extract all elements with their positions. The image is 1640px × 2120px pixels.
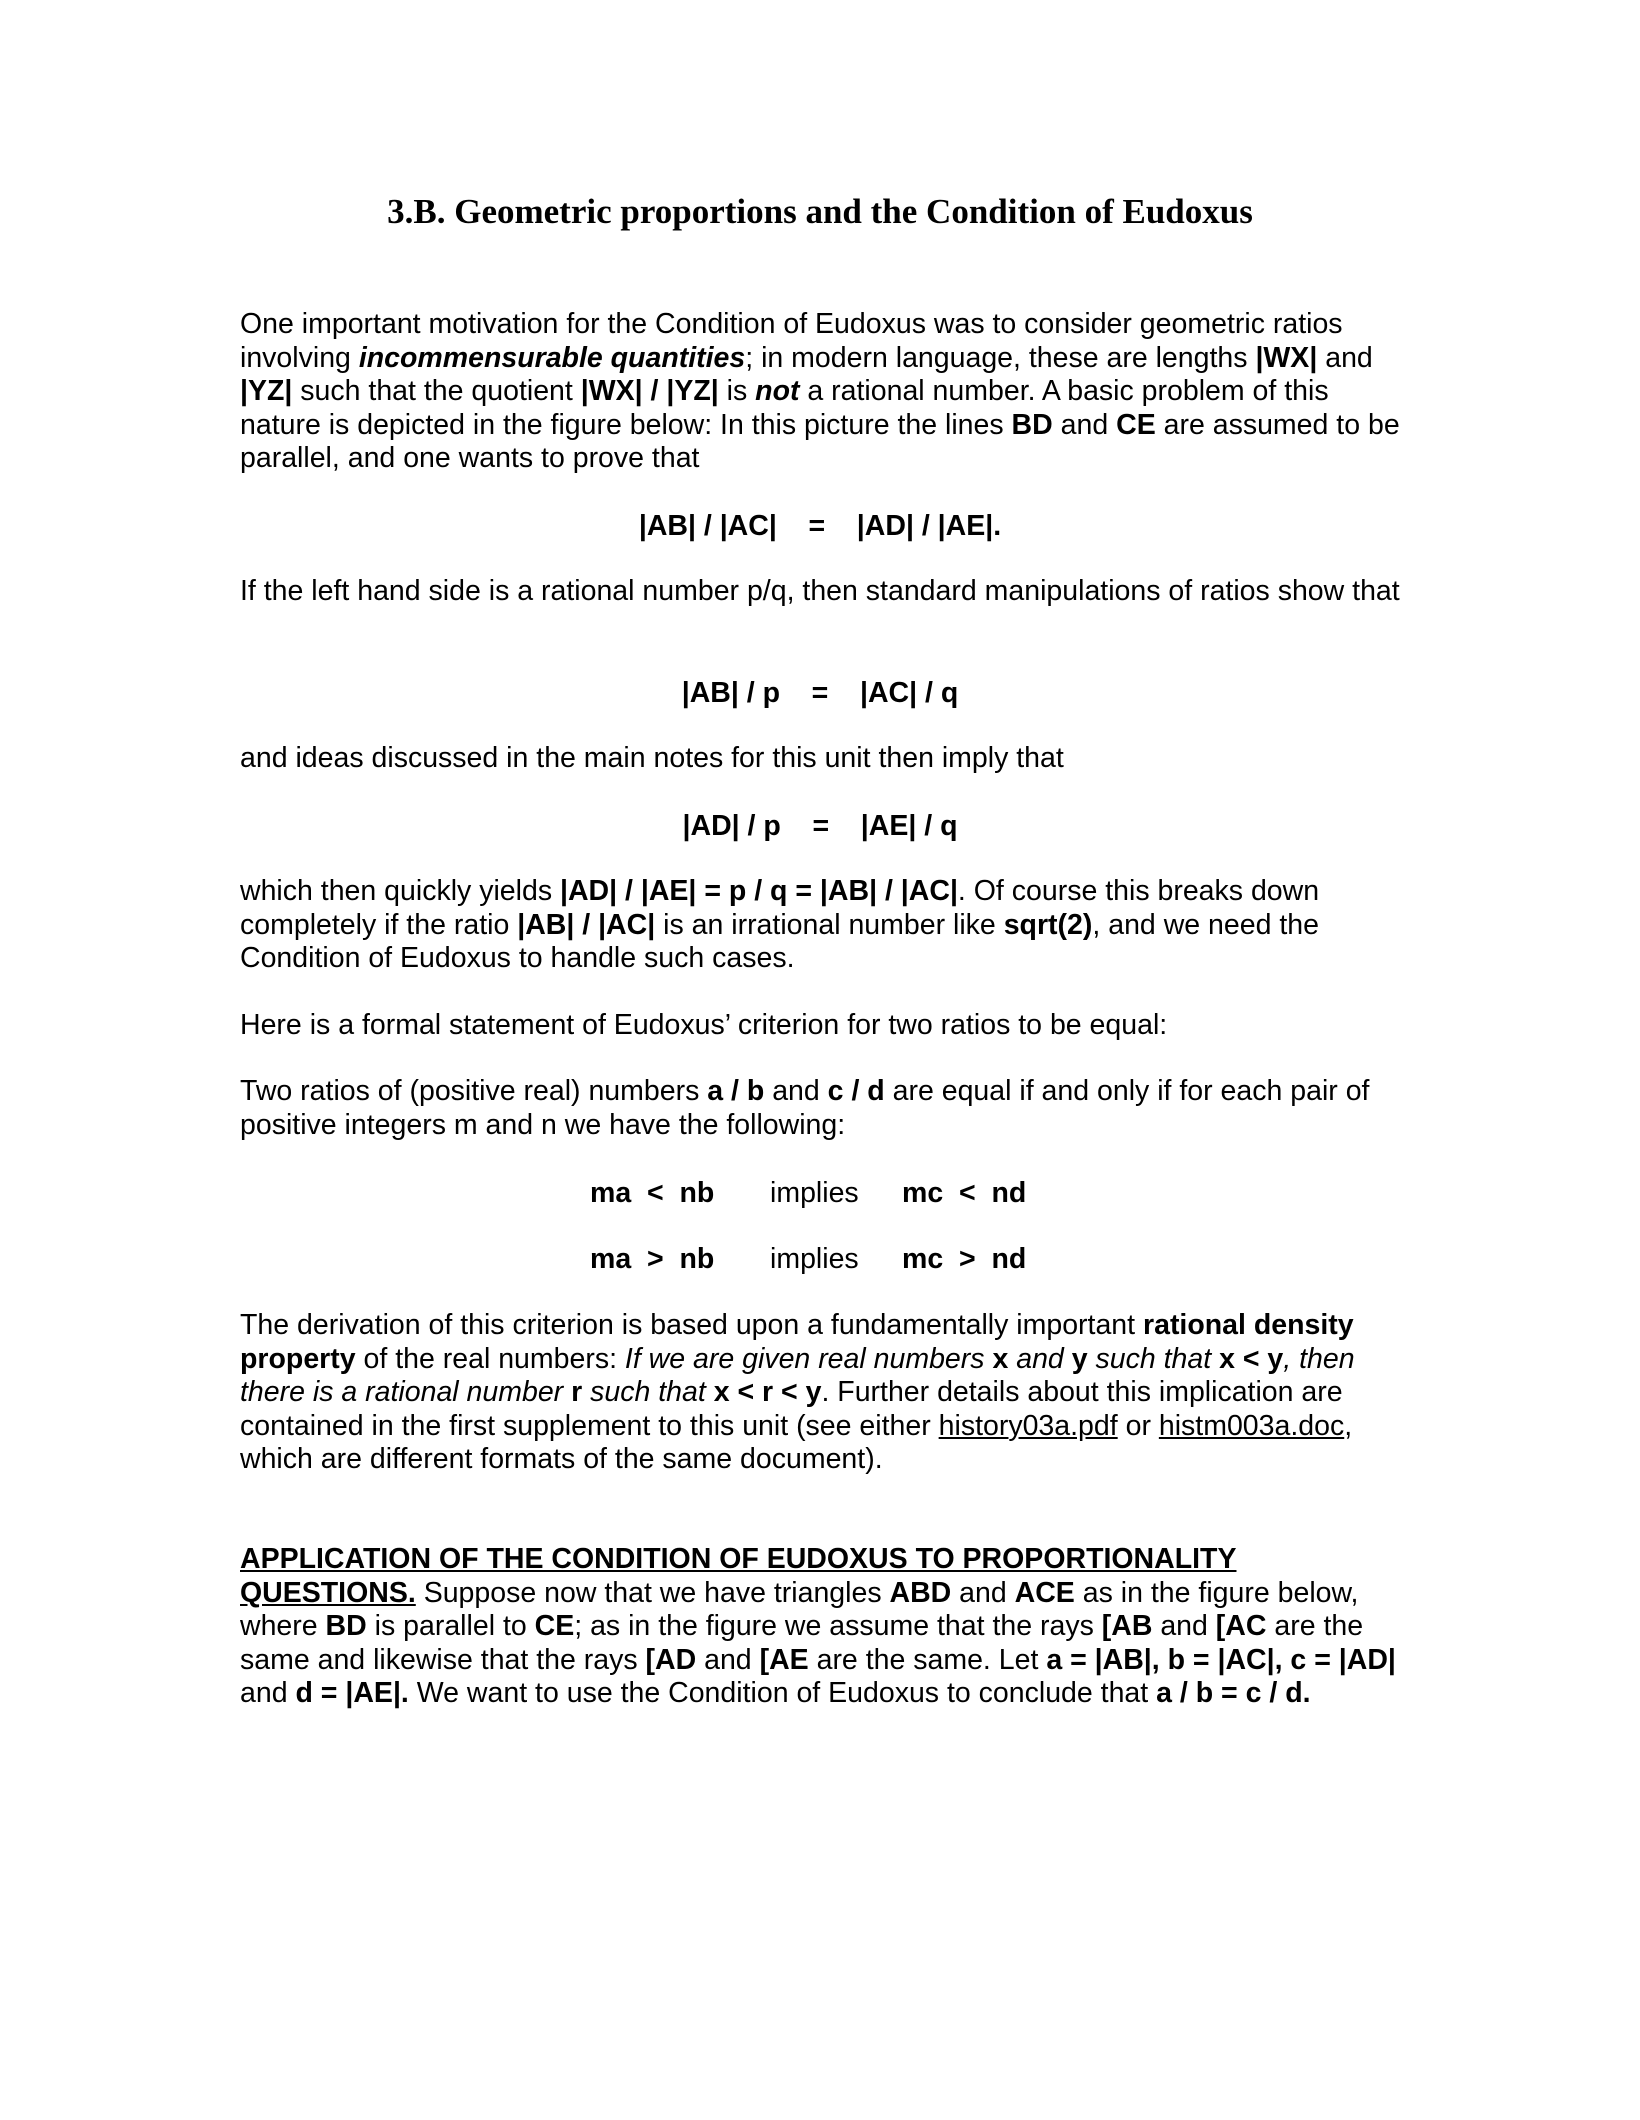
equation-ab-over-p: |AB| / p = |AC| / q: [681, 677, 959, 709]
paragraph-application: APPLICATION OF THE CONDITION OF EUDOXUS TO PROPORTIONALITY QUESTIONS. Suppose now that we have triangles ABD and ACE as in the figure below, where BD is parallel to CE; as in the figure we assume that the rays [AB and [AC are the same and likewise that the rays [AD and [AE are the same. Let a = |AB|, b = |AC|, c = |AD| and d = |AE|. We want to use the Condition of Eudoxus to conclude that a / b = c / d.: [240, 1543, 1396, 1709]
paragraph-main-notes: and ideas discussed in the main notes for this unit then imply that: [240, 742, 1064, 774]
paragraph-irrational-case: which then quickly yields |AD| / |AE| = p / q = |AB| / |AC|. Of course this breaks down completely if the ratio |AB| / |AC| is an irrational number like sqrt(2), and we need the Condition of Eudoxus to handle such cases.: [240, 875, 1320, 974]
document-page: 3.B. Geometric proportions and the Condition of Eudoxus One important motivation for the Condition of Eudoxus was to consider geometric ratios involving incommensurable quantities; in modern language, these are lengths |WX| and |YZ| such that the quotient |WX| / |YZ| is not a rational number. A basic problem of this nature is depicted in the figure below: In this picture the lines BD and CE are assumed to be parallel, and one wants to prove that |AB| / |AC| = |AD| / |AE|. If the left hand side is a rational number p/q, then standard manipulations of ratios show that |AB| / p = |AC| / q and ideas discussed in the main notes for this unit then imply that |AD| / p = |AE| / q which then quickly yields |AD| / |AE| = p / q = |AB| / |AC|. Of course this breaks down completely if the ratio |AB| / |AC| is an irrational number like sqrt(2), and we need the Condition of Eudoxus to handle such cases. Here is a formal statement of Eudoxus’ criterion for two ratios to be equal: Two ratios of (positive real) numbers a / b and c / d are equal if and only if for each pair of positive integers m and n we have the following: ma < nb implies mc < nd ma > nb implies mc > nd The derivation of this criterion is based upon a fundamentally important rational density property of the real numbers: If we are given real numbers x and y such that x < y, then there is a rational number r such that x < r < y. Further details about this implication are contained in the first supplement to this unit (see either history03a.pdf or histm003a.doc, which are different formats of the same document). APPLICATION OF THE CONDITION OF EUDOXUS TO PROPORTIONALITY QUESTIONS. Suppose now that we have triangles ABD and ACE as in the figure below, where BD is parallel to CE; as in the figure we assume that the rays [AB and [AC are the same and likewise that the rays [AD and [AE are the same. Let a = |AB|, b = |AC|, c = |AD| and d = |AE|. We want to use the Condition of Eudoxus to conclude that a / b = c / d.: [0, 0, 1640, 2120]
paragraph-motivation: One important motivation for the Condition of Eudoxus was to consider geometric ratios involving incommensurable quantities; in modern language, these are lengths |WX| and |YZ| such that the quotient |WX| / |YZ| is not a rational number. A basic problem of this nature is depicted in the figure below: In this picture the lines BD and CE are assumed to be parallel, and one wants to prove that: [240, 308, 1400, 474]
paragraph-formal-statement: Here is a formal statement of Eudoxus’ criterion for two ratios to be equal:: [240, 1009, 1168, 1041]
equation-ratio-ab-ac: |AB| / |AC| = |AD| / |AE|.: [638, 510, 1002, 542]
application-heading: APPLICATION OF THE CONDITION OF EUDOXUS TO PROPORTIONALITY QUESTIONS.: [240, 1543, 1237, 1609]
paragraph-two-ratios: Two ratios of (positive real) numbers a / b and c / d are equal if and only if for each pair of positive integers m and n we have the following:: [240, 1075, 1370, 1141]
paragraph-rational-density: The derivation of this criterion is based upon a fundamentally important rational density property of the real numbers: If we are given real numbers x and y such that x < y, then there is a rational number r such that x < r < y. Further details about this implication are contained in the first supplement to this unit (see either history03a.pdf or histm003a.doc, which are different formats of the same document).: [240, 1309, 1355, 1475]
paragraph-rational-case: If the left hand side is a rational number p/q, then standard manipulations of ratios show that: [240, 575, 1400, 607]
history03a-pdf-link[interactable]: history03a.pdf: [938, 1409, 1118, 1442]
section-title: 3.B. Geometric proportions and the Condition of Eudoxus: [387, 192, 1253, 231]
histm003a-doc-link[interactable]: histm003a.doc: [1158, 1409, 1345, 1442]
equation-ad-over-p: |AD| / p = |AE| / q: [682, 810, 958, 842]
